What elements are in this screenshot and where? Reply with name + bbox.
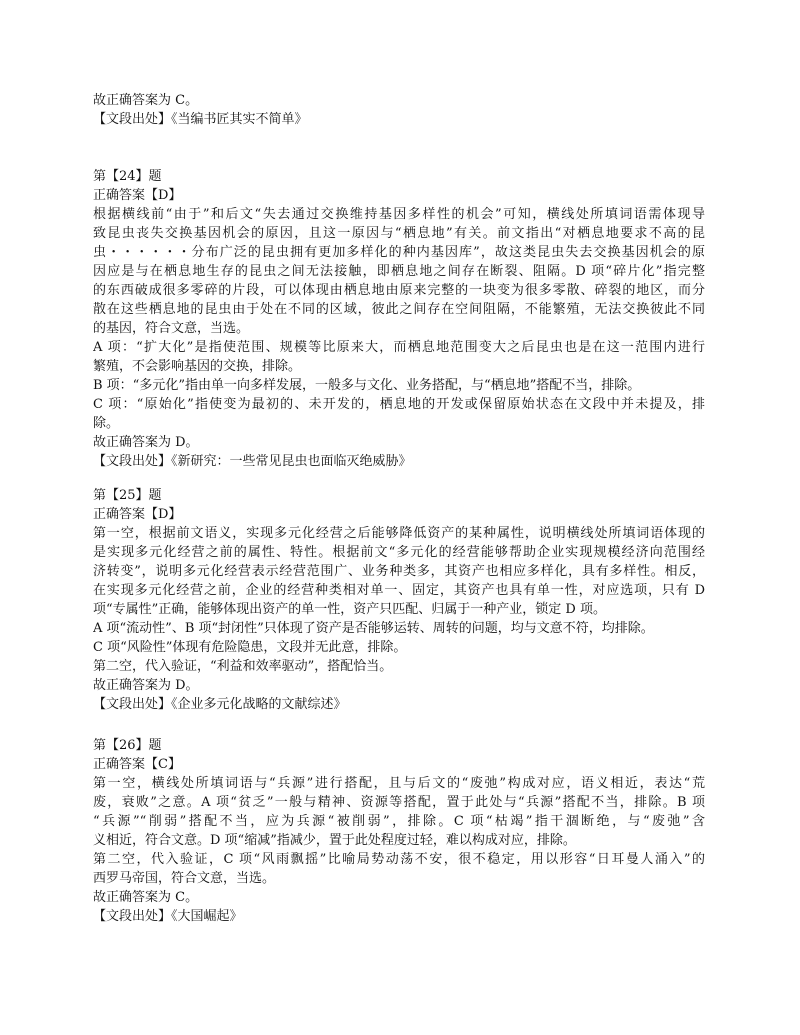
explanation-line: 的基因，符合文意，当选。 bbox=[93, 321, 250, 336]
explanation-line: 根据横线前“由于”和后文“失去通过交换维持基因多样性的机会”可知，横线处所填词语需体现导 bbox=[93, 207, 705, 222]
explanation-line: 项“专属性”正确，能够体现出资产的单一性，资产只匹配、归属于一种产业，锁定 D 项。 bbox=[93, 602, 606, 617]
source-line: 【文段出处】《企业多元化战略的文献综述》 bbox=[93, 697, 347, 712]
explanation-line: 第一空，横线处所填词语与“兵源”进行搭配，且与后文的“废弛”构成对应，语义相近，表达“荒 bbox=[93, 776, 705, 791]
source-line: 【文段出处】《新研究：一些常见昆虫也面临灭绝威胁》 bbox=[93, 454, 412, 469]
explanation-line: 散在这些栖息地的昆虫由于处在不同的区域，彼此之间存在空间阻隔，不能繁殖，无法交换彼此不同 bbox=[93, 302, 705, 317]
explanation-line: 废，衰败”之意。A 项“贫乏”一般与精神、资源等搭配，置于此处与“兵源”搭配不当，排除。B 项 bbox=[93, 795, 705, 810]
explanation-line: 在实现多元化经营之前，企业的经营种类相对单一、固定，其资产也具有单一性，对应选项，只有 D bbox=[93, 583, 705, 598]
correct-answer-label: 正确答案【D】 bbox=[93, 188, 182, 203]
answer-line: 故正确答案为 C。 bbox=[93, 93, 199, 108]
question-title: 第【25】题 bbox=[93, 488, 162, 503]
question-24 bbox=[93, 167, 705, 471]
explanation-line: “兵源”“削弱”搭配不当，应为兵源“被削弱”，排除。C 项“枯竭”指干涸断绝，与“废弛”含 bbox=[93, 814, 705, 829]
answer-line: 故正确答案为 D。 bbox=[93, 435, 199, 450]
explanation-line: 第一空，根据前文语义，实现多元化经营之后能够降低资产的某种属性，说明横线处所填词语体现的 bbox=[93, 526, 705, 541]
option-ab-line: A 项“流动性”、B 项“封闭性”只体现了资产是否能够运转、周转的问题，均与文意不符，均排除。 bbox=[93, 621, 654, 636]
question-26 bbox=[93, 736, 705, 926]
question-title: 第【26】题 bbox=[93, 738, 162, 753]
correct-answer-label: 正确答案【D】 bbox=[93, 507, 182, 522]
source-line: 【文段出处】《大国崛起》 bbox=[93, 909, 243, 924]
explanation-line: 致昆虫丧失交换基因机会的原因，且这一原因与“栖息地”有关。前文指出“对栖息地要求不高的昆 bbox=[93, 226, 705, 241]
option-c-line: C 项：“原始化”指使变为最初的、未开发的，栖息地的开发或保留原始状态在文段中并未提及，排 bbox=[93, 397, 705, 412]
explanation-line: 济转变”，说明多元化经营表示经营范围广、业务种类多，其资产也相应多样化，具有多样性。相反， bbox=[93, 564, 705, 579]
explanation-line: 的东西破成很多零碎的片段，可以体现由栖息地由原来完整的一块变为很多零散、碎裂的地区，而分 bbox=[93, 283, 705, 298]
explanation-line: 义相近，符合文意。D 项“缩减”指减少，置于此处程度过轻，难以构成对应，排除。 bbox=[93, 833, 576, 848]
answer-line: 故正确答案为 D。 bbox=[93, 678, 199, 693]
explanation-line: 是实现多元化经营之前的属性、特性。根据前文“多元化的经营能够帮助企业实现规模经济向范围经 bbox=[93, 545, 705, 560]
previous-question-tail bbox=[93, 91, 705, 129]
second-blank-line: 第二空，代入验证，C 项“风雨飘摇”比喻局势动荡不安，很不稳定，用以形容“日耳曼人涌入”的 bbox=[93, 852, 705, 867]
source-line: 【文段出处】《当编书匠其实不简单》 bbox=[93, 112, 308, 127]
correct-answer-label: 正确答案【C】 bbox=[93, 757, 181, 772]
option-c-line: 除。 bbox=[93, 416, 120, 431]
question-25 bbox=[93, 486, 705, 714]
second-blank-line: 第二空，代入验证，“利益和效率驱动”，搭配恰当。 bbox=[93, 659, 393, 674]
question-title: 第【24】题 bbox=[93, 169, 162, 184]
option-b-line: B 项：“多元化”指由单一向多样发展，一般多与文化、业务搭配，与“栖息地”搭配不当，排除。 bbox=[93, 378, 641, 393]
second-blank-line: 西罗马帝国，符合文意，当选。 bbox=[93, 871, 276, 886]
explanation-line: 虫・・・・・・分布广泛的昆虫拥有更加多样化的种内基因库”，故这类昆虫失去交换基因机会的原 bbox=[93, 245, 705, 260]
answer-line: 故正确答案为 C。 bbox=[93, 890, 199, 905]
explanation-line: 因应是与在栖息地生存的昆虫之间无法接触，即栖息地之间存在断裂、阻隔。D 项“碎片化”指完整 bbox=[93, 264, 705, 279]
option-a-line: 繁殖，不会影响基因的交换，排除。 bbox=[93, 359, 302, 374]
option-c-line: C 项“风险性”体现有危险隐患，文段并无此意，排除。 bbox=[93, 640, 407, 655]
option-a-line: A 项：“扩大化”是指使范围、规模等比原来大，而栖息地范围变大之后昆虫也是在这一范围内进行 bbox=[93, 340, 705, 355]
